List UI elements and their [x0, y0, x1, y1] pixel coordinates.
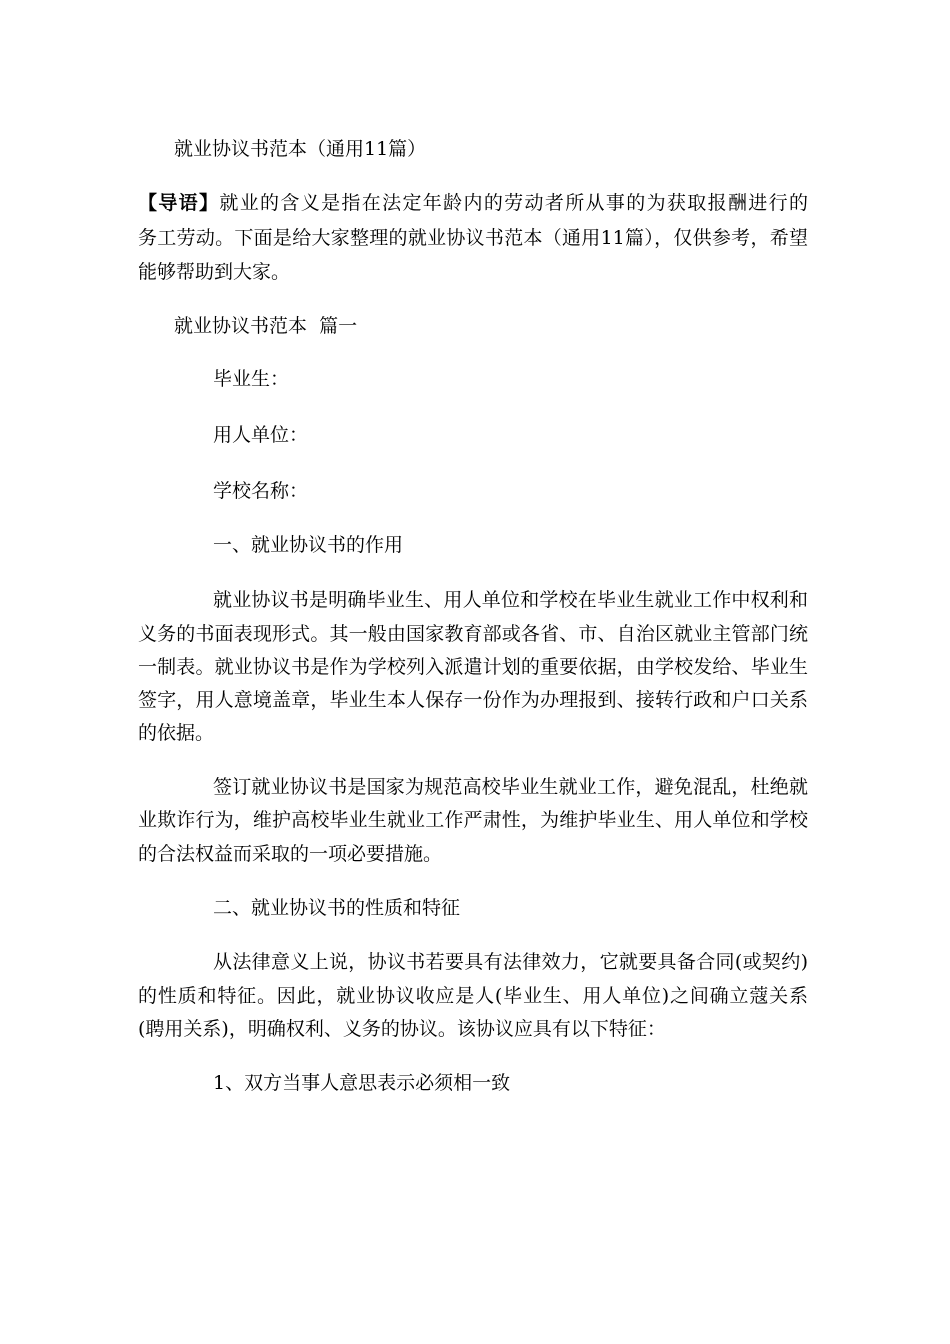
para-2-line-3: 的合法权益而采取的一项必要措施。	[138, 843, 443, 865]
field-employer: 用人单位：	[213, 424, 309, 446]
intro-lead: 【导语】	[138, 192, 220, 214]
intro-line-2: 务工劳动。下面是给大家整理的就业协议书范本（通用11篇），仅供参考，希望	[138, 227, 808, 249]
para-1-line-3: 一制表。就业协议书是作为学校列入派遣计划的重要依据，由学校发给、毕业生	[138, 656, 808, 678]
para-2-line-1: 签订就业协议书是国家为规范高校毕业生就业工作，避免混乱，杜绝就	[213, 776, 808, 798]
heading-role: 一、就业协议书的作用	[213, 534, 404, 556]
heading-nature: 二、就业协议书的性质和特征	[213, 897, 461, 919]
intro-text-1: 就业的含义是指在法定年龄内的劳动者所从事的为获取报酬进行的	[219, 192, 808, 214]
intro-line-3: 能够帮助到大家。	[138, 261, 291, 283]
para-1-line-1: 就业协议书是明确毕业生、用人单位和学校在毕业生就业工作中权利和	[213, 589, 808, 611]
document-title: 就业协议书范本（通用11篇）	[174, 138, 427, 160]
para-1-line-2: 义务的书面表现形式。其一般由国家教育部或各省、市、自治区就业主管部门统	[138, 623, 808, 645]
para-3-line-3: (聘用关系)，明确权利、义务的协议。该协议应具有以下特征：	[138, 1018, 666, 1040]
para-3-line-1: 从法律意义上说，协议书若要具有法律效力，它就要具备合同(或契约)	[213, 951, 808, 973]
para-3-line-2: 的性质和特征。因此，就业协议收应是人(毕业生、用人单位)之间确立蔻关系	[138, 985, 808, 1007]
section-heading: 就业协议书范本 篇一	[174, 315, 358, 337]
intro-line-1	[138, 191, 808, 215]
para-1-line-4: 签字，用人意境盖章，毕业生本人保存一份作为办理报到、接转行政和户口关系	[138, 689, 808, 711]
feature-item-1: 1、双方当事人意思表示必须相一致	[213, 1072, 511, 1094]
field-school: 学校名称：	[213, 480, 309, 502]
para-1-line-5: 的依据。	[138, 722, 215, 744]
field-graduate: 毕业生：	[213, 368, 290, 390]
para-2-line-2: 业欺诈行为，维护高校毕业生就业工作严肃性，为维护毕业生、用人单位和学校	[138, 809, 808, 831]
